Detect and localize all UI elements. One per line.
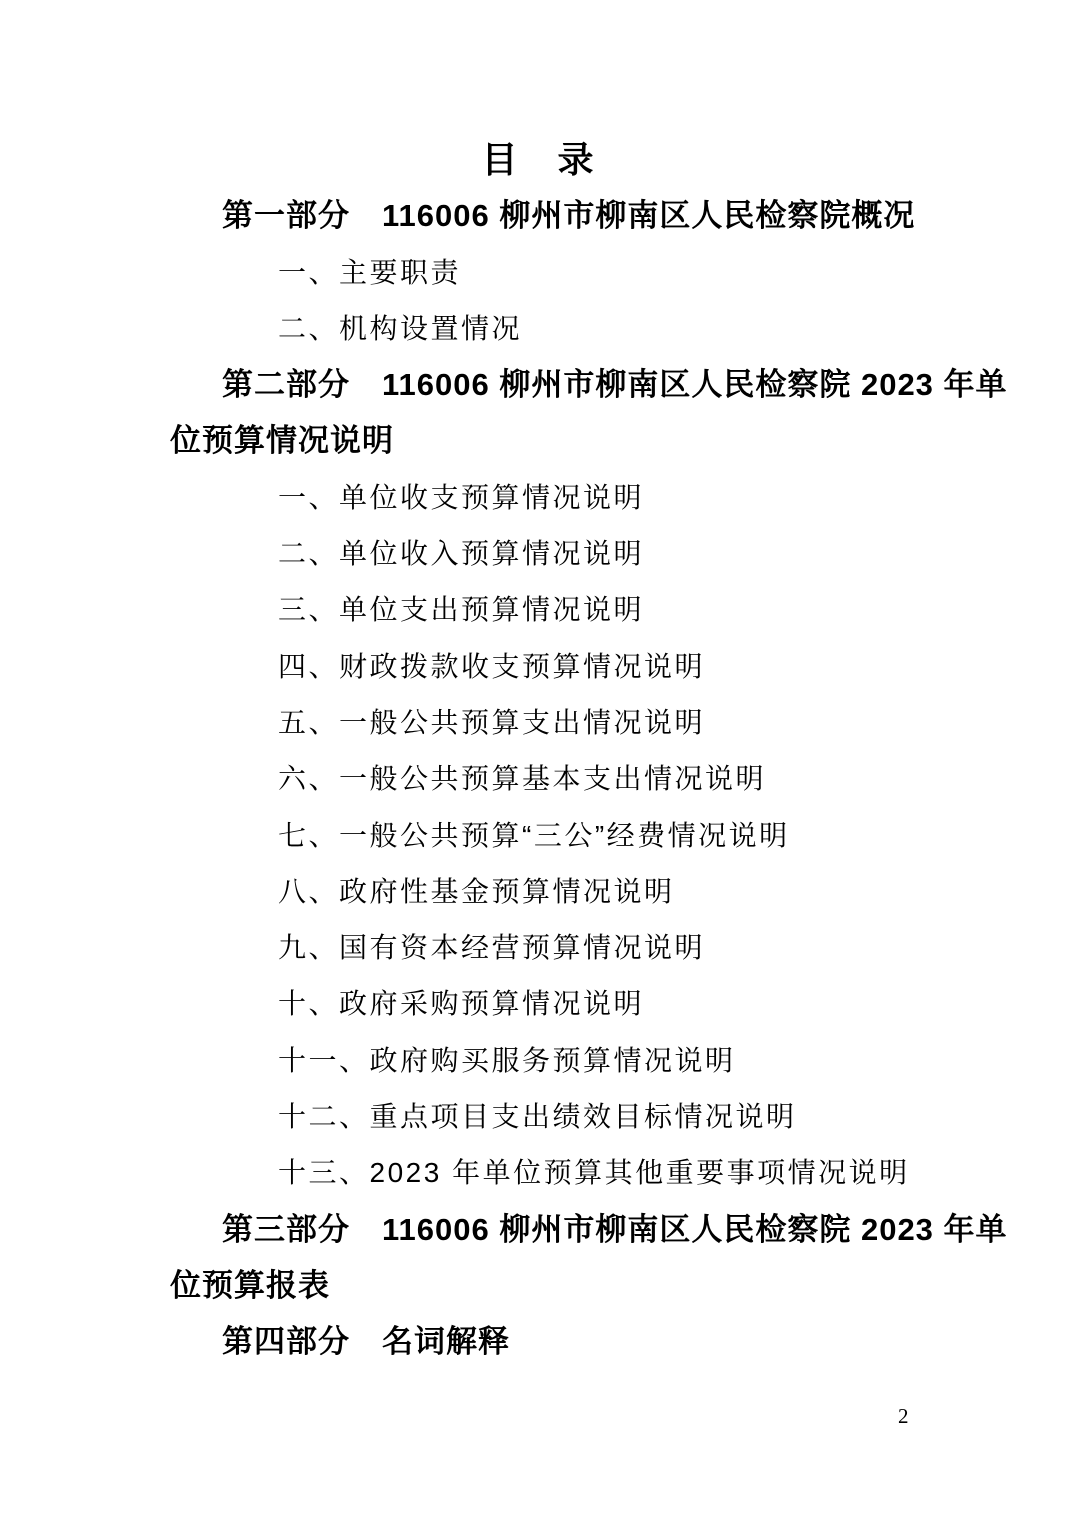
toc-item-org-setup: 二、机构设置情况 [278,312,523,344]
page-number: 2 [898,1404,909,1428]
toc-part-2-heading-line-2: 位预算情况说明 [170,423,394,459]
toc-item-other-important-matters: 十三、2023 年单位预算其他重要事项情况说明 [278,1157,910,1189]
toc-item-general-basic-expense: 六、一般公共预算基本支出情况说明 [278,763,767,795]
toc-item-state-capital-budget: 九、国有资本经营预算情况说明 [278,932,706,964]
toc-item-income-expense-budget: 一、单位收支预算情况说明 [278,481,645,513]
toc-item-three-public-funds: 七、一般公共预算“三公”经费情况说明 [278,819,790,851]
toc-item-govt-fund-budget: 八、政府性基金预算情况说明 [278,875,675,907]
toc-item-main-duties: 一、主要职责 [278,256,462,288]
page-title: 目 录 [481,139,596,180]
toc-item-govt-procurement: 十、政府采购预算情况说明 [278,988,645,1020]
toc-item-fiscal-appropriation: 四、财政拨款收支预算情况说明 [278,650,706,682]
toc-part-3-heading-line-2: 位预算报表 [170,1267,330,1303]
toc-part-4-heading: 第四部分 名词解释 [222,1324,510,1360]
toc-item-expense-budget: 三、单位支出预算情况说明 [278,594,645,626]
toc-item-key-project-performance: 十二、重点项目支出绩效目标情况说明 [278,1101,797,1133]
toc-part-1-heading: 第一部分 116006 柳州市柳南区人民检察院概况 [222,198,916,234]
toc-item-general-public-expense: 五、一般公共预算支出情况说明 [278,706,706,738]
toc-item-govt-purchased-services: 十一、政府购买服务预算情况说明 [278,1044,736,1076]
toc-item-income-budget: 二、单位收入预算情况说明 [278,538,645,570]
toc-page [170,132,1008,1371]
toc-part-3-heading-line-1: 第三部分 116006 柳州市柳南区人民检察院 2023 年单 [222,1211,1008,1247]
toc-part-2-heading-line-1: 第二部分 116006 柳州市柳南区人民检察院 2023 年单 [222,367,1008,403]
